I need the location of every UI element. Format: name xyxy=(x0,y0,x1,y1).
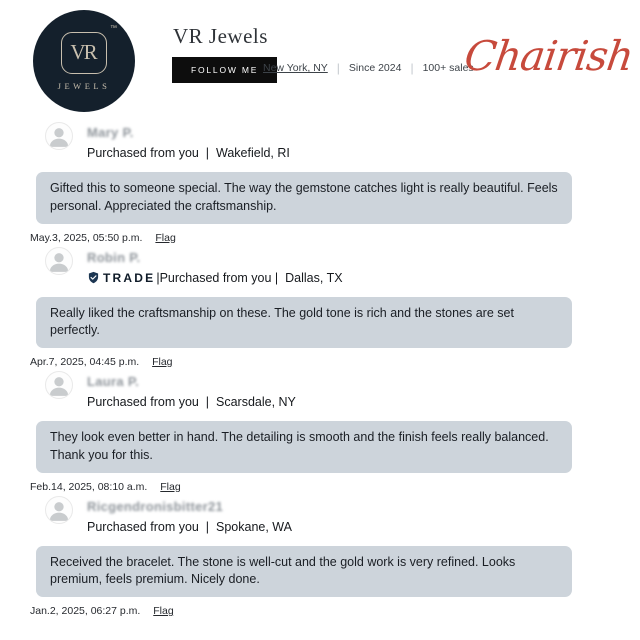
trade-badge xyxy=(87,271,155,285)
reviewer-name: Laura P. xyxy=(87,374,140,389)
trade-shield-icon xyxy=(87,271,100,284)
avatar xyxy=(45,247,73,275)
trade-label: TRADE xyxy=(103,270,156,285)
reviews-list xyxy=(0,121,640,617)
logo-wordmark: JEWELS xyxy=(57,80,111,91)
review-item xyxy=(0,247,640,369)
review-text: Really liked the craftsmanship on these. The gold tone is rich and the stones are set perfectly. xyxy=(50,305,514,338)
review-footer xyxy=(30,605,640,617)
purchase-info: Purchased from you | Wakefield, RI xyxy=(87,146,290,160)
person-icon xyxy=(46,372,72,398)
chairish-logo[interactable]: Chairish xyxy=(461,32,636,80)
sales-count: 100+ sales xyxy=(422,62,474,74)
flag-link[interactable]: Flag xyxy=(160,480,181,493)
review-date: May.3, 2025, 05:50 p.m. xyxy=(30,231,143,244)
review-item xyxy=(0,122,640,244)
purchase-info: |Purchased from you | Dallas, TX xyxy=(156,270,343,285)
review-text: Received the bracelet. The stone is well-cut and the gold work is very refined. Looks premium, feels premium. Nicely done. xyxy=(50,554,516,587)
review-footer xyxy=(30,232,640,244)
reviewer-name: Robin P. xyxy=(87,249,141,265)
seller-header xyxy=(0,0,640,121)
review-text-box xyxy=(36,172,572,224)
person-icon xyxy=(46,497,72,523)
avatar xyxy=(45,122,73,150)
trademark-symbol: ™ xyxy=(110,24,117,32)
purchase-info: Purchased from you | Spokane, WA xyxy=(87,519,292,534)
meta-separator: | xyxy=(410,61,414,75)
logo-monogram-frame xyxy=(61,32,107,74)
review-date: Jan.2, 2025, 06:27 p.m. xyxy=(30,605,141,617)
seller-meta xyxy=(263,61,474,75)
review-text: They look even better in hand. The detailing is smooth and the finish feels really balanced. Thank you for this. xyxy=(50,430,549,462)
purchase-info: Purchased from you | Scarsdale, NY xyxy=(87,395,296,409)
logo-monogram: VR xyxy=(70,40,96,64)
reviewer-name: Mary P. xyxy=(87,125,134,140)
since-label: Since 2024 xyxy=(348,62,402,74)
page-title: VR Jewels xyxy=(173,24,268,48)
avatar xyxy=(45,496,73,524)
flag-link[interactable]: Flag xyxy=(153,605,174,617)
follow-button[interactable]: FOLLOW ME xyxy=(172,57,277,83)
reviewer-name: Ricgendronisbitter21 xyxy=(87,498,224,514)
review-text: Gifted this to someone special. The way the gemstone catches light is really beautiful. Feels personal. Appreciated the craftsmanship. xyxy=(50,181,558,213)
review-date: Apr.7, 2025, 04:45 p.m. xyxy=(30,356,140,368)
person-icon xyxy=(46,248,72,274)
location-link[interactable]: New York, NY xyxy=(263,62,328,74)
review-text-box xyxy=(36,421,572,473)
review-date: Feb.14, 2025, 08:10 a.m. xyxy=(30,480,148,493)
review-footer xyxy=(30,356,640,368)
review-item xyxy=(0,496,640,618)
review-text-box xyxy=(36,297,572,349)
review-footer xyxy=(30,481,640,493)
person-icon xyxy=(46,123,72,149)
avatar xyxy=(45,371,73,399)
review-item xyxy=(0,371,640,493)
vr-jewels-logo xyxy=(33,10,135,112)
meta-separator: | xyxy=(336,61,340,75)
flag-link[interactable]: Flag xyxy=(152,356,173,368)
flag-link[interactable]: Flag xyxy=(155,231,176,244)
review-text-box xyxy=(36,546,572,598)
